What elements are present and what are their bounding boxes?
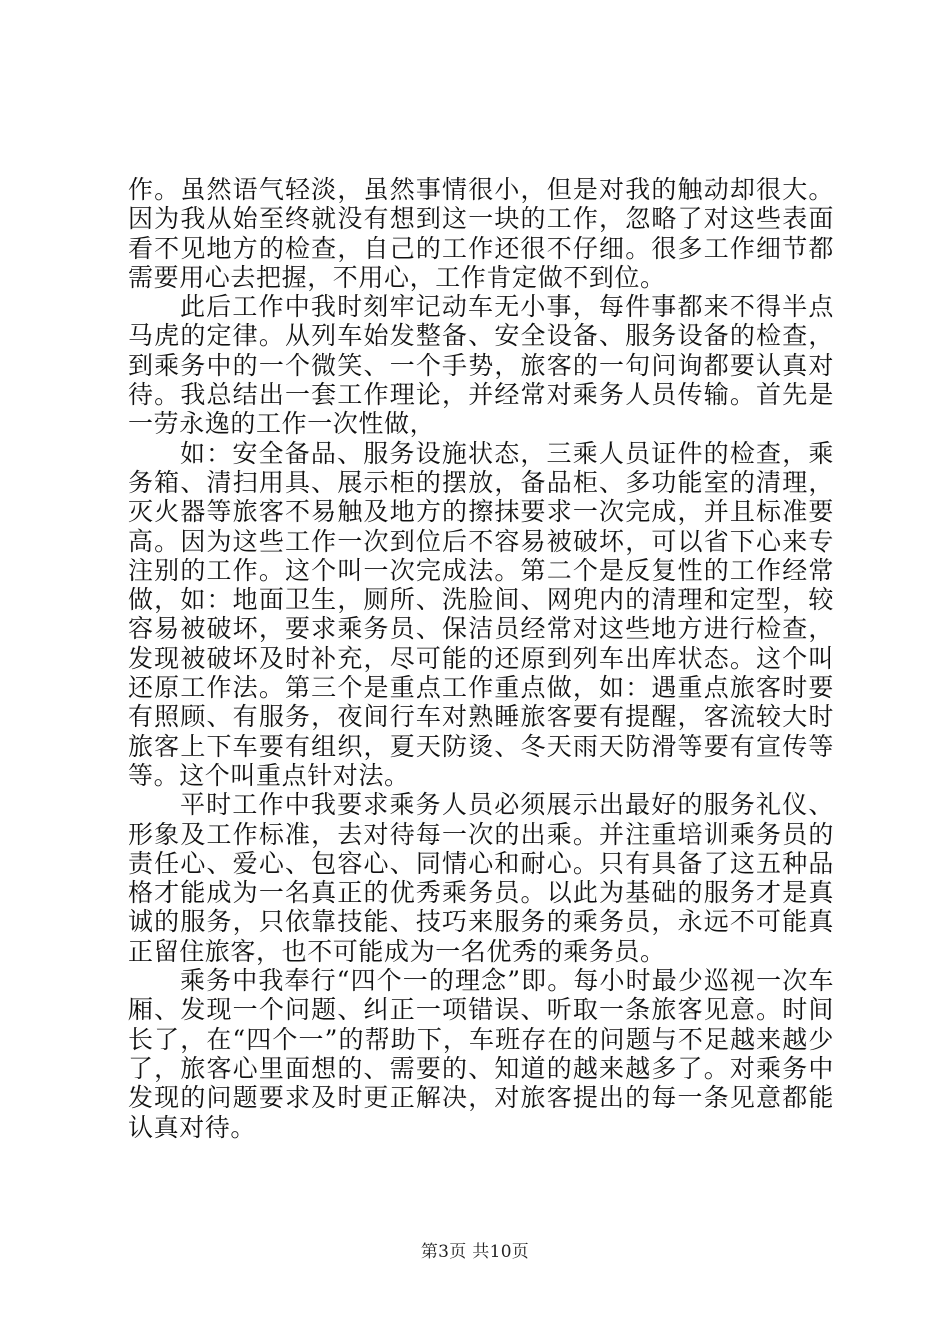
page-number-footer: 第3页 共10页 bbox=[420, 1242, 530, 1262]
paragraph-3: 如：安全备品、服务设施状态，三乘人员证件的检查，乘务箱、清扫用具、展示柜的摆放，备品柜、多功能室的清理，灭火器等旅客不易触及地方的擦抹要求一次完成，并且标准要高。因为这些工作一次到位后不容易被破坏，可以省下心来专注别的工作。这个叫一次完成法。第二个是反复性的工作经常做，如：地面卫生，厕所、洗脸间、网兜内的清理和定型，较容易被破坏，要求乘务员、保洁员经常对这些地方进行检查，发现被破坏及时补充，尽可能的还原到列车出库状态。这个叫还原工作法。第三个是重点工作重点做，如：遇重点旅客时要有照顾、有服务，夜间行车对熟睡旅客要有提醒，客流较大时旅客上下车要有组织，夏天防烫、冬天雨天防滑等要有宣传等等。这个叫重点针对法。 bbox=[128, 438, 834, 790]
paragraph-4: 平时工作中我要求乘务人员必须展示出最好的服务礼仪、形象及工作标准，去对待每一次的出乘。并注重培训乘务员的责任心、爱心、包容心、同情心和耐心。只有具备了这五种品格才能成为一名真正的优秀乘务员。以此为基础的服务才是真诚的服务，只依靠技能、技巧来服务的乘务员，永远不可能真正留住旅客，也不可能成为一名优秀的乘务员。 bbox=[128, 790, 834, 966]
document-body bbox=[128, 175, 834, 1142]
paragraph-2: 此后工作中我时刻牢记动车无小事，每件事都来不得半点马虎的定律。从列车始发整备、安全设备、服务设备的检查，到乘务中的一个微笑、一个手势，旅客的一句问询都要认真对待。我总结出一套工作理论，并经常对乘务人员传输。首先是一劳永逸的工作一次性做， bbox=[128, 292, 834, 439]
paragraph-5: 乘务中我奉行“四个一的理念”即。每小时最少巡视一次车厢、发现一个问题、纠正一项错误、听取一条旅客见意。时间长了，在“四个一”的帮助下，车班存在的问题与不足越来越少了，旅客心里面想的、需要的、知道的越来越多了。对乘务中发现的问题要求及时更正解决，对旅客提出的每一条见意都能认真对待。 bbox=[128, 966, 834, 1142]
paragraph-1: 作。虽然语气轻淡，虽然事情很小，但是对我的触动却很大。因为我从始至终就没有想到这一块的工作，忽略了对这些表面看不见地方的检查，自己的工作还很不仔细。很多工作细节都需要用心去把握，不用心，工作肯定做不到位。 bbox=[128, 175, 834, 292]
